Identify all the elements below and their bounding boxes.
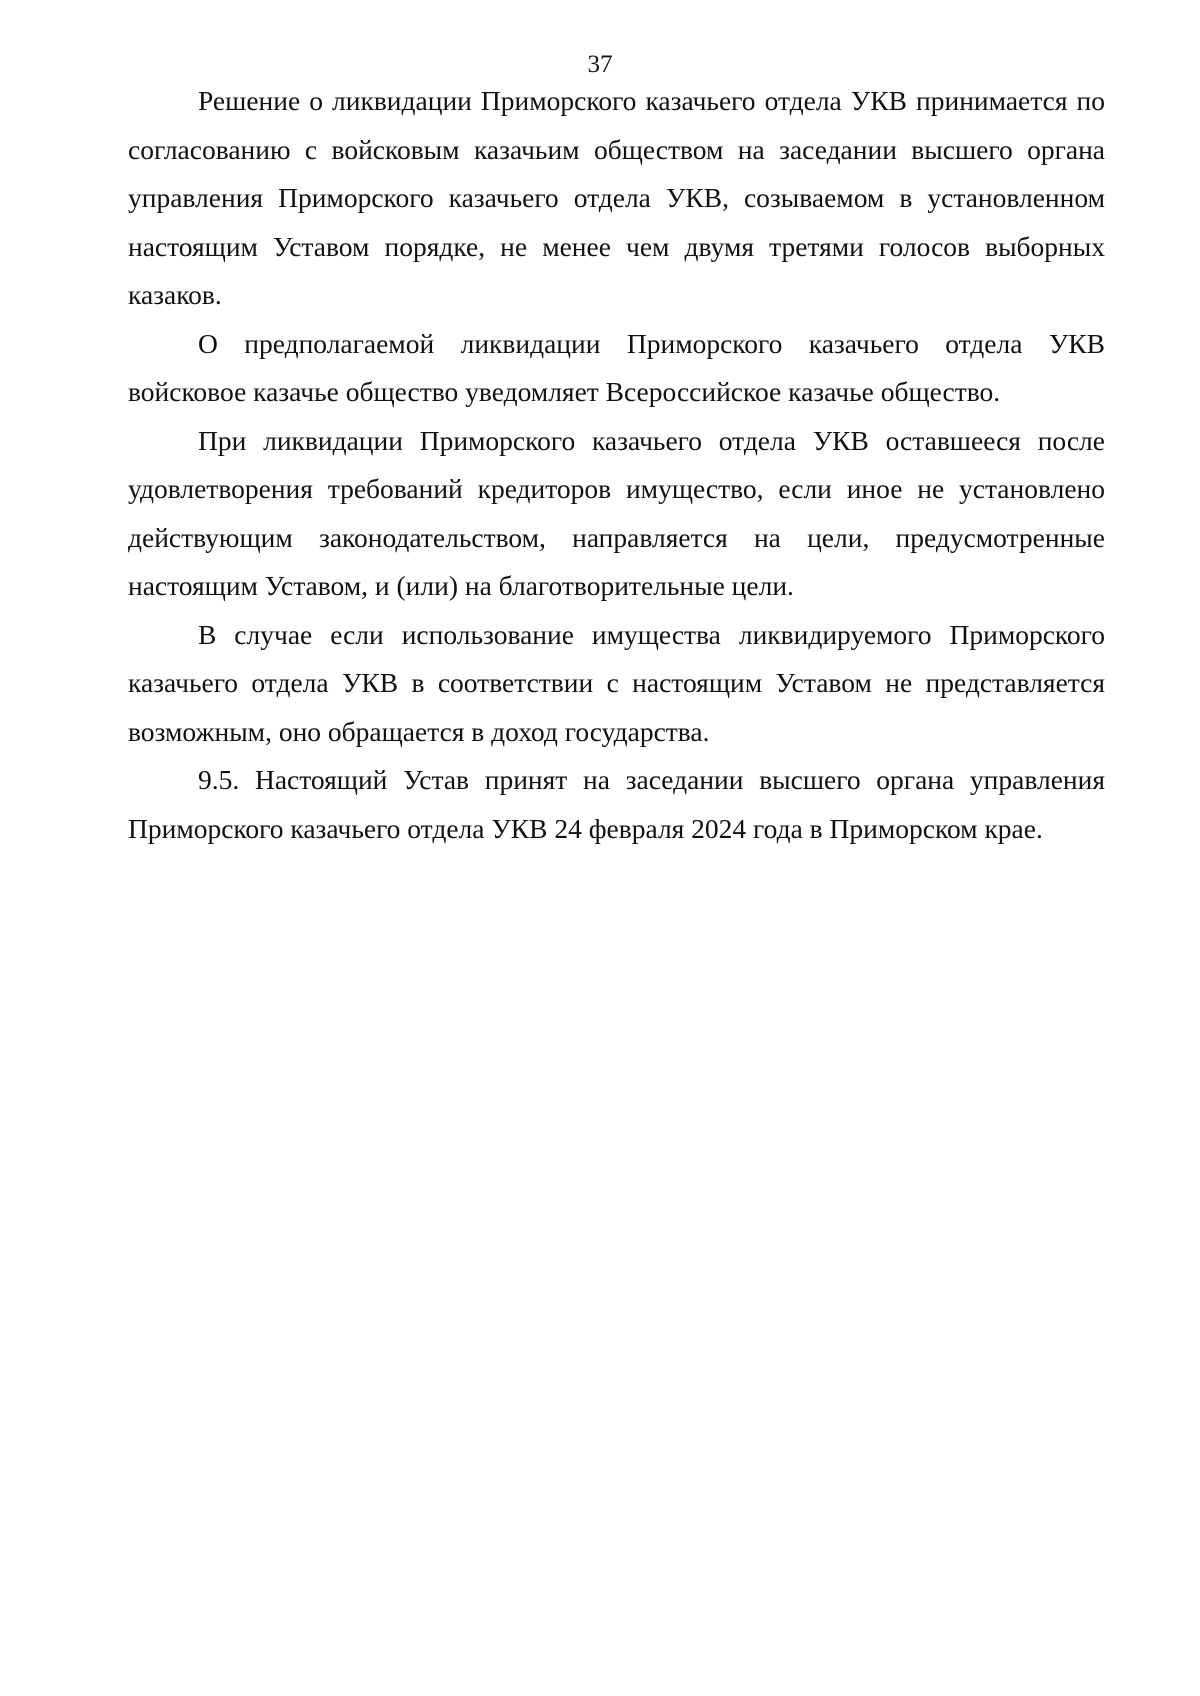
paragraph-property-distribution: При ликвидации Приморского казачьего отдела УКВ оставшееся после удовлетворения требований кредиторов имущество, если иное не установлено действующим законодательством, направляется на цели, предусмотренные настоящим Уставом, и (или) на благотворительные цели. <box>128 424 1105 601</box>
paragraph-liquidation-notice: О предполагаемой ликвидации Приморского казачьего отдела УКВ войсковое казачье общество уведомляет Всероссийское казачье общество. <box>128 327 1105 407</box>
paragraph-state-revenue: В случае если использование имущества ликвидируемого Приморского казачьего отдела УКВ в соответствии с настоящим Уставом не представляется возможным, оно обращается в доход государства. <box>128 618 1105 747</box>
paragraph-liquidation-decision: Решение о ликвидации Приморского казачьего отдела УКВ принимается по согласованию с войсковым казачьим обществом на заседании высшего органа управления Приморского казачьего отдела УКВ, созываемом в установленном настоящим Уставом порядке, не менее чем двумя третями голосов выборных казаков. <box>128 85 1105 310</box>
document-body <box>128 77 1105 853</box>
paragraph-charter-adoption: 9.5. Настоящий Устав принят на заседании высшего органа управления Приморского казачьего отдела УКВ 24 февраля 2024 года в Приморском крае. <box>128 764 1105 844</box>
page-number: 37 <box>587 51 613 78</box>
